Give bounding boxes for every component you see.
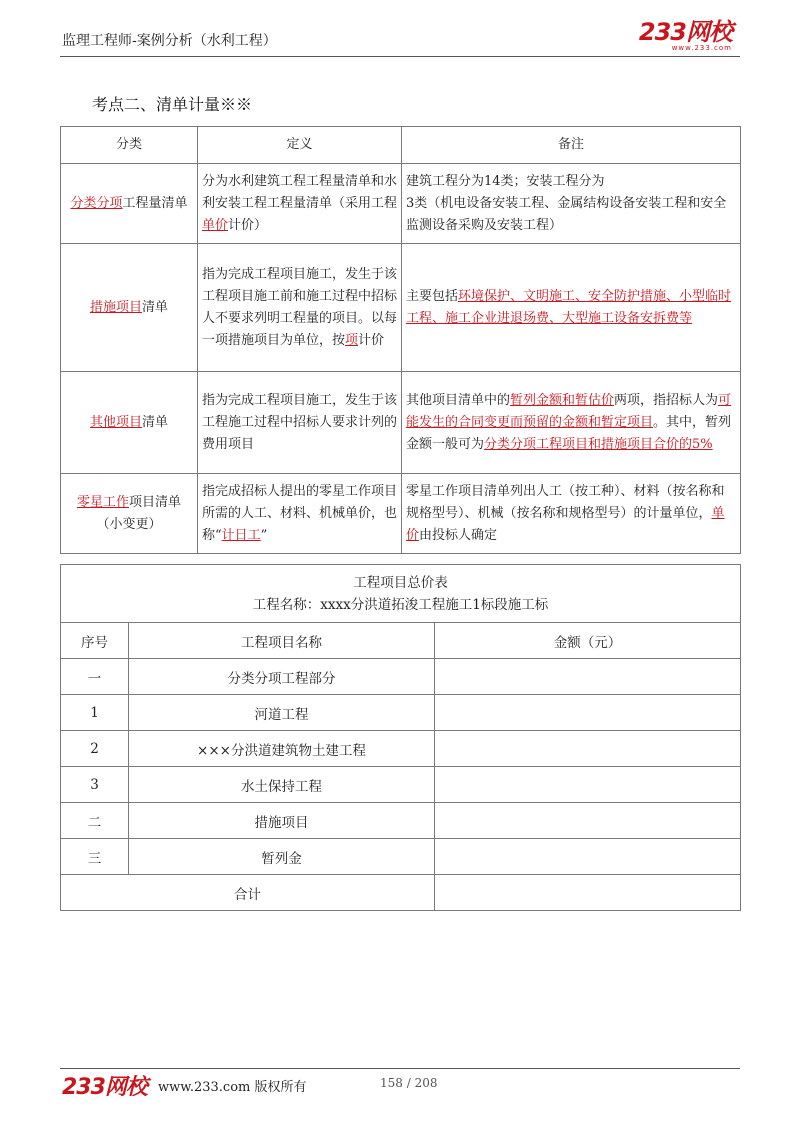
table-row (61, 731, 741, 767)
brand-logo[interactable] (639, 20, 732, 53)
definition-text: 指完成招标人提出的零星工作项目所需的人工、材料、机械单价，也称“ (202, 483, 398, 543)
table-row (61, 372, 741, 474)
project-total-price-table (60, 564, 741, 911)
remarks-cell (402, 474, 741, 554)
definition-cell (198, 244, 402, 372)
remarks-cell (402, 164, 741, 244)
table-row (61, 767, 741, 803)
category-cell (61, 372, 198, 474)
category-highlight: 零星工作 (76, 494, 129, 510)
remarks-text: 。其中，暂列金额一般可为 (406, 414, 732, 452)
remarks-highlight: 可能发生的合同变更而预留的金额和暂定项目 (406, 392, 732, 430)
logo-sub-text: www.233.com (671, 44, 732, 52)
header-divider (60, 56, 740, 57)
serial-no: 三 (61, 839, 129, 875)
amount-cell (435, 803, 741, 839)
table-title-cell (61, 565, 741, 623)
project-name: 暂列金 (129, 839, 435, 875)
project-name: ×××分洪道建筑物土建工程 (129, 731, 435, 767)
table-row (61, 695, 741, 731)
project-name: 措施项目 (129, 803, 435, 839)
table-total-row (61, 875, 741, 911)
definition-cell (198, 474, 402, 554)
remarks-text: 3类（机电设备安装工程、金属结构设备安装工程和安全监测设备采购及安装工程） (406, 195, 727, 233)
remarks-text: 两项，指招标人为 (614, 392, 719, 408)
header-category: 分类 (61, 127, 198, 164)
definition-text: ” (260, 527, 268, 543)
remarks-text: 零星工作项目清单列出人工（按工种）、材料（按名称和规格型号）、机械（按名称和规格型号）的计量单位， (406, 483, 725, 521)
remarks-cell (402, 372, 741, 474)
table-row (61, 659, 741, 695)
table-title: 工程项目总价表 (353, 574, 448, 591)
category-subtext: （小变更） (96, 516, 162, 532)
serial-no: 1 (61, 695, 129, 731)
table-title-row (61, 565, 741, 623)
table-subtitle: 工程名称：xxxx分洪道拓浚工程施工1标段施工标 (252, 596, 549, 613)
remarks-highlight: 暂列金额和暂估价 (510, 392, 615, 408)
footer-logo[interactable]: 233网校 (62, 1075, 147, 1100)
total-label: 合计 (61, 875, 435, 911)
remarks-highlight: 分类分项工程项目和措施项目合价的5% (484, 436, 713, 452)
category-highlight: 分类分项 (70, 195, 123, 211)
table-header-row (61, 127, 741, 164)
header-remarks: 备注 (402, 127, 741, 164)
header-project-name: 工程项目名称 (129, 623, 435, 659)
project-name: 河道工程 (129, 695, 435, 731)
remarks-highlight: 单价 (406, 505, 725, 543)
table-header-row (61, 623, 741, 659)
amount-cell (435, 767, 741, 803)
category-cell (61, 164, 198, 244)
table-row (61, 803, 741, 839)
serial-no: 二 (61, 803, 129, 839)
definition-text: 分为水利建筑工程工程量清单和水利安装工程工程量清单（采用工程 (202, 173, 398, 211)
category-text: 工程量清单 (122, 195, 188, 211)
serial-no: 3 (61, 767, 129, 803)
definition-cell (198, 372, 402, 474)
table-row (61, 474, 741, 554)
amount-cell (435, 839, 741, 875)
logo-main-text: 233网校 (638, 18, 732, 46)
remarks-text: 建筑工程分为14类；安装工程分为 (406, 173, 605, 189)
section-heading: 考点二、清单计量※※ (92, 95, 253, 114)
category-text: 清单 (142, 299, 169, 315)
table-row (61, 839, 741, 875)
definition-highlight: 项 (345, 332, 359, 348)
header-serial-no: 序号 (61, 623, 129, 659)
remarks-text: 由投标人确定 (419, 527, 498, 543)
category-cell (61, 244, 198, 372)
serial-no: 一 (61, 659, 129, 695)
page-number: 158 / 208 (380, 1076, 438, 1090)
total-amount (435, 875, 741, 911)
remarks-cell (402, 244, 741, 372)
definition-highlight: 单价 (202, 217, 229, 233)
amount-cell (435, 695, 741, 731)
footer-copyright: www.233.com 版权所有 (158, 1080, 307, 1095)
project-name: 水土保持工程 (129, 767, 435, 803)
project-name: 分类分项工程部分 (129, 659, 435, 695)
definition-highlight: 计日工 (221, 527, 261, 543)
category-highlight: 措施项目 (89, 299, 142, 315)
definition-text: 计价） (228, 217, 268, 233)
category-text: 项目清单 (129, 494, 182, 510)
footer-divider (60, 1068, 740, 1069)
bill-of-quantities-table (60, 126, 741, 554)
amount-cell (435, 659, 741, 695)
definition-cell (198, 164, 402, 244)
table-row (61, 244, 741, 372)
category-highlight: 其他项目 (89, 414, 142, 430)
remarks-text: 其他项目清单中的 (406, 392, 511, 408)
header-amount: 金额（元） (435, 623, 741, 659)
amount-cell (435, 731, 741, 767)
definition-text: 指为完成工程项目施工，发生于该工程施工过程中招标人要求计列的费用项目 (202, 392, 398, 452)
header-definition: 定义 (198, 127, 402, 164)
definition-text: 指为完成工程项目施工，发生于该工程项目施工前和施工过程中招标人不要求列明工程量的项目。以每一项措施项目为单位，按 (202, 266, 398, 348)
serial-no: 2 (61, 731, 129, 767)
remarks-text: 主要包括 (406, 288, 459, 304)
category-text: 清单 (142, 414, 169, 430)
header-title: 监理工程师-案例分析（水利工程） (62, 33, 277, 49)
definition-text: 计价 (358, 332, 385, 348)
category-cell (61, 474, 198, 554)
remarks-highlight: 环境保护、文明施工、安全防护措施、小型临时工程、施工企业进退场费、大型施工设备安拆费等 (406, 288, 732, 326)
table-row (61, 164, 741, 244)
